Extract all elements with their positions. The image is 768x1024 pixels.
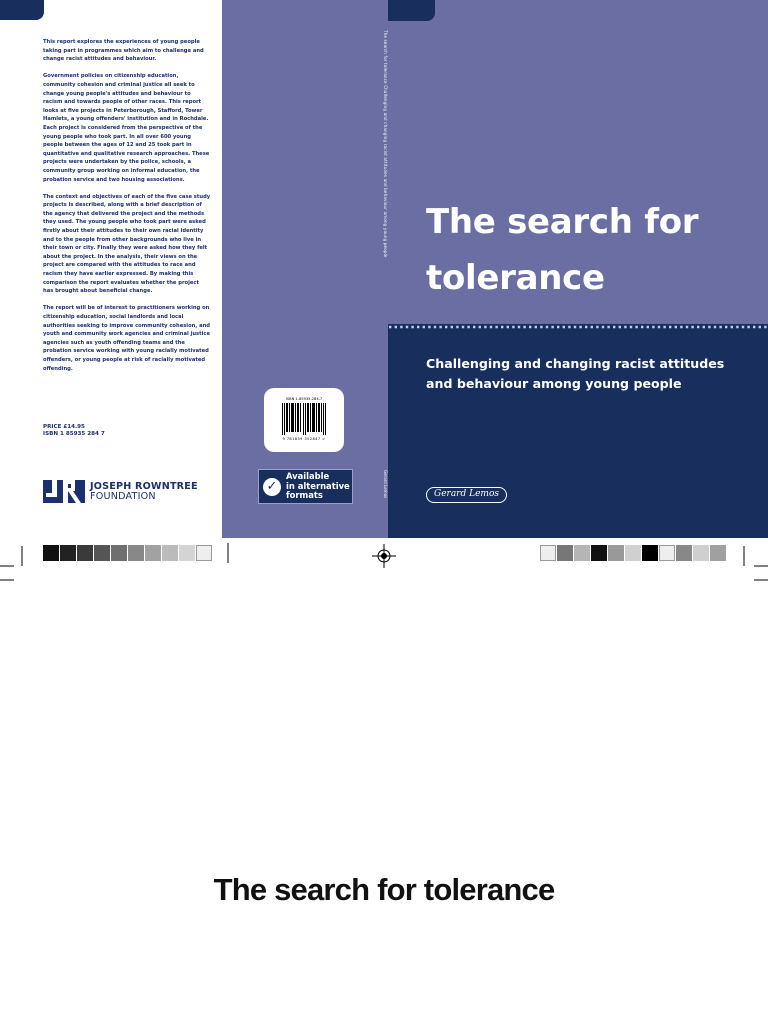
color-swatch <box>196 545 212 561</box>
jrf-logo-text <box>90 482 198 502</box>
color-swatch <box>676 545 692 561</box>
front-cover-subtitle <box>426 354 756 393</box>
spine-panel <box>222 0 388 538</box>
isbn: ISBN 1 85935 284 7 <box>43 431 105 438</box>
title-line2: tolerance <box>426 258 605 298</box>
crop-line-icon <box>226 543 230 563</box>
color-swatch <box>693 545 709 561</box>
alt-formats-line2: in alternative <box>286 480 350 491</box>
crop-mark-right-icon <box>738 538 768 584</box>
jrf-logo <box>43 480 198 503</box>
registration-mark-icon <box>372 544 396 568</box>
color-swatch <box>77 545 93 561</box>
subtitle-line1: Challenging and changing racist attitudes <box>426 356 725 371</box>
back-cover-tab <box>0 0 44 20</box>
color-swatch <box>128 545 144 561</box>
color-swatch <box>162 545 178 561</box>
author-name: Gerard Lemos <box>426 487 507 503</box>
color-swatch <box>179 545 195 561</box>
color-swatch <box>659 545 675 561</box>
barcode-isbn-text: ISBN 1-85935-284-7 <box>285 397 323 401</box>
jrf-logo-line2: FOUNDATION <box>90 490 156 502</box>
color-swatch <box>557 545 573 561</box>
barcode <box>264 388 344 452</box>
spine-author <box>378 470 388 510</box>
color-swatch <box>111 545 127 561</box>
back-cover-blurb <box>43 38 211 382</box>
front-cover-title <box>426 194 756 306</box>
price: PRICE £14.95 <box>43 424 85 430</box>
color-swatch <box>60 545 76 561</box>
alt-formats-line3: formats <box>286 490 323 501</box>
front-cover-tab <box>388 0 435 21</box>
color-swatch <box>608 545 624 561</box>
barcode-number: 9 781859 352847 > <box>282 437 326 441</box>
subtitle-line2: and behaviour among young people <box>426 375 682 391</box>
color-swatch <box>94 545 110 561</box>
checkmark-icon: ✓ <box>263 478 281 496</box>
color-swatch <box>710 545 726 561</box>
page-title: The search for tolerance <box>213 872 555 907</box>
color-swatch <box>43 545 59 561</box>
title-line1: The search for <box>426 202 699 242</box>
jrf-logo-icon <box>43 480 85 503</box>
back-cover <box>0 0 222 538</box>
alternative-formats-badge <box>258 469 353 504</box>
blurb-paragraph: The context and objectives of each of the five case study projects is described, along with a brief description of the agency that delivered the project and the methods they used. The young people who took part were asked firstly about their attitudes to their own racial identity and to the people from other backgrounds who live in their town or city. Finally they were asked how they felt about the project. In the analysis, their views on the project are compared with the attitudes to race and racism they have earlier expressed. By making this comparison the report evaluates whether the project has brought about beneficial change. <box>43 193 211 295</box>
spine-author-text: Gerard Lemos <box>383 470 388 499</box>
blurb-paragraph: The report will be of interest to practitioners working on citizenship education, social landlords and local authorities seeking to improve community cohesion, and youth and community work agencies and criminal justice agencies such as youth offending teams and the probation service working with young racially motivated offenders, or young people at risk of racially motivated offending. <box>43 305 211 372</box>
color-swatch <box>540 545 556 561</box>
crop-mark-left-icon <box>0 538 30 584</box>
alt-formats-line1: Available <box>286 471 330 482</box>
color-swatch <box>574 545 590 561</box>
color-swatch <box>145 545 161 561</box>
dotted-divider <box>388 325 768 329</box>
barcode-bars-icon <box>282 403 326 435</box>
alternative-formats-text <box>286 472 350 500</box>
blurb-paragraph: This report explores the experiences of young people taking part in programmes which aim to challenge and change racist attitudes and behaviour. <box>43 39 204 63</box>
color-swatch <box>591 545 607 561</box>
blurb-paragraph: Government policies on citizenship education, community cohesion and criminal justice all seek to change young people's attitudes and behaviour to racism and towards people of other races. This report looks at five projects in Peterborough, Stafford, Tower Hamlets, a young offenders' institution and in Rochdale. Each project is considered from the perspective of the young people who took part. In all over 600 young people between the ages of 12 and 25 took part in quantitative and qualitative research approaches. These projects were undertaken by the police, schools, a community group working on informal education, the probation service and two housing associations. <box>43 73 210 183</box>
spine-title-text: The search for tolerance Challenging and changing racist attitudes and behaviour among young people <box>383 30 388 258</box>
jrf-logo-line1: JOSEPH ROWNTREE <box>90 480 198 492</box>
spine-title <box>378 30 388 258</box>
color-swatch <box>625 545 641 561</box>
print-registration-marks <box>0 538 768 584</box>
color-swatch <box>642 545 658 561</box>
price-block <box>43 424 105 439</box>
